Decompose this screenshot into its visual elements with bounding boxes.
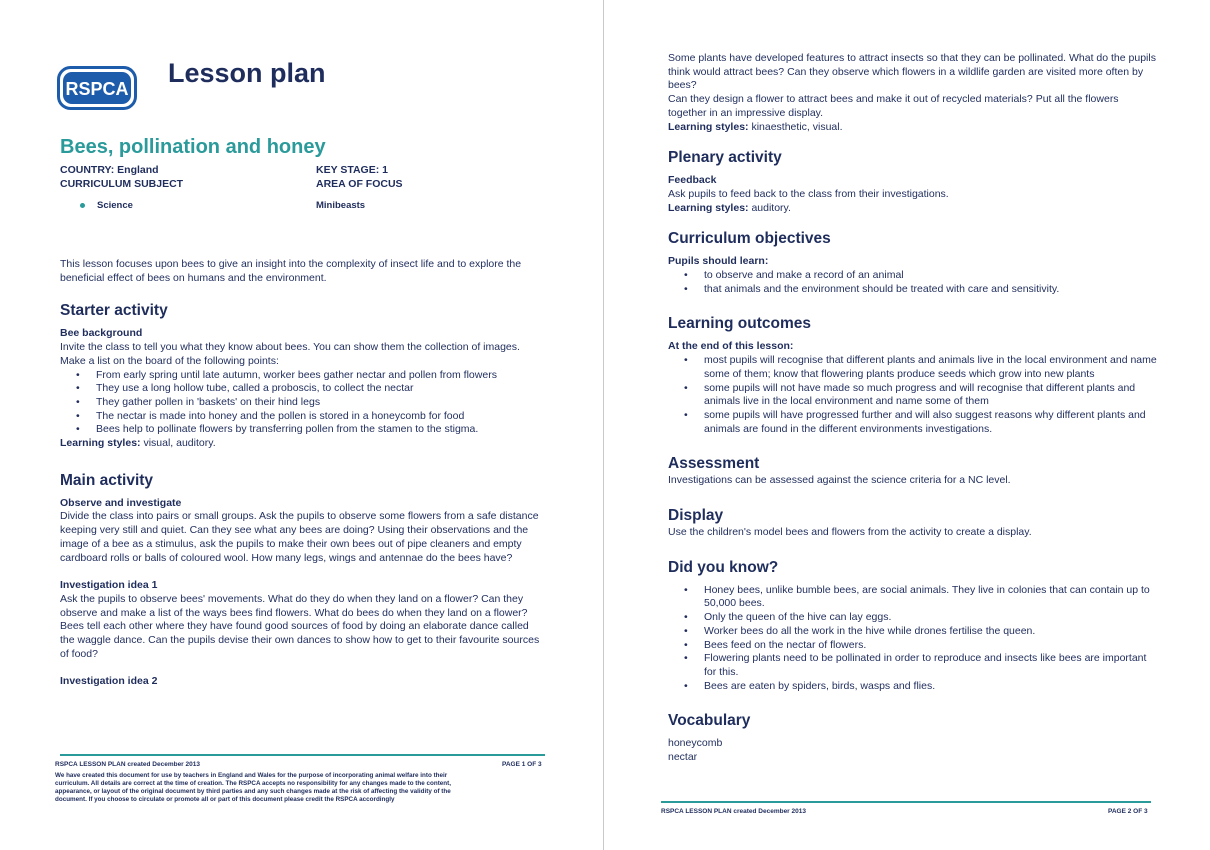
outcomes-list [668,354,1158,436]
list-item: • some pupils will not have made so much progress and will recognise that different plants and animals live in the local environment and name some of them [668,382,1158,409]
lesson-title: Bees, pollination and honey [60,136,326,158]
plenary-text: Ask pupils to feed back to the class from their investigations. [668,187,949,200]
objectives-list [668,269,1158,296]
objectives-heading: Curriculum objectives [668,230,831,248]
footer-rule [661,801,1151,803]
list-item: • Bees are eaten by spiders, birds, wasps and flies. [668,680,1158,694]
learning-styles-label: Learning styles: [668,120,749,133]
assessment-heading: Assessment [668,455,760,473]
did-you-know-list [668,584,1158,694]
did-you-know-heading: Did you know? [668,558,779,576]
main-subheading: Observe and investigate [60,496,182,509]
vocabulary-word: nectar [668,751,698,764]
continued-text-1: Some plants have developed features to attract insects so that they can be pollinated. What do the pupils think would attract bees? Can they observe which flowers in a wildlife garden are visited more often by bees? [668,52,1156,92]
list-item: • Bees help to pollinate flowers by transferring pollen from the stamen to the stigma. [60,423,542,437]
footer-rule [60,754,545,756]
rspca-logo [57,66,137,110]
footer-created: RSPCA LESSON PLAN created December 2013 [661,808,806,815]
objectives-subheading: Pupils should learn: [668,255,769,268]
vocabulary-word: honeycomb [668,737,723,750]
list-item: • From early spring until late autumn, worker bees gather nectar and pollen from flowers [60,369,542,383]
focus-item: Minibeasts [316,200,366,211]
learning-styles-value: kinaesthetic, visual. [748,120,843,133]
plenary-heading: Plenary activity [668,149,782,167]
starter-list [60,369,542,438]
logo-text: RSPCA [65,79,129,99]
footer-page-number: PAGE 2 OF 3 [1108,808,1148,815]
key-stage-label: KEY STAGE: 1 [316,164,388,176]
right-body [668,52,1158,765]
page-2 [604,0,1210,850]
plenary-learning-styles [668,202,1158,216]
intro-text: This lesson focuses upon bees to give an insight into the complexity of insect life and to explore the beneficial effect of bees on humans and the environment. [60,258,522,284]
list-item: • some pupils will have progressed further and will also suggest reasons why different plants and animals are found in the different environments investigations. [668,409,1158,436]
vocabulary-heading: Vocabulary [668,712,751,730]
investigation-2-heading: Investigation idea 2 [60,675,158,688]
list-item: • Only the queen of the hive can lay eggs. [668,611,1158,625]
list-item: • Honey bees, unlike bumble bees, are social animals. They live in colonies that can contain up to 50,000 bees. [668,584,1158,611]
area-of-focus-label: AREA OF FOCUS [316,178,403,190]
outcomes-heading: Learning outcomes [668,315,811,333]
list-item: • most pupils will recognise that different plants and animals live in the local environment and name some of them; know that flowering plants produce seeds which grow into new plants [668,354,1158,381]
list-item: • They use a long hollow tube, called a proboscis, to collect the nectar [60,382,542,396]
display-heading: Display [668,507,724,525]
list-item: • Flowering plants need to be pollinated in order to reproduce and insects like bees are important for this. [668,652,1158,679]
assessment-text: Investigations can be assessed against the science criteria for a NC level. [668,474,1011,487]
document-title: Lesson plan [168,58,326,88]
outcomes-subheading: At the end of this lesson: [668,340,794,353]
list-item: • Bees feed on the nectar of flowers. [668,639,1158,653]
starter-heading: Starter activity [60,302,168,320]
learning-styles-value: auditory. [748,201,791,214]
curriculum-subject-label: CURRICULUM SUBJECT [60,178,184,190]
investigation-1-heading: Investigation idea 1 [60,579,158,592]
left-body [60,258,542,689]
display-text: Use the children's model bees and flowers from the activity to create a display. [668,526,1032,539]
main-text: Divide the class into pairs or small groups. Ask the pupils to observe some flowers from a safe distance keeping very still and quiet. Can they see what any bees are doing? Using their observations and the image of a bee as a stimulus, ask the pupils to make their own bees out of pipe cleaners and empty cardboard rolls or balls of coloured wool. How many legs, wings and antennae do the bees have? [60,510,539,564]
investigation-1-text: Ask the pupils to observe bees' movements. What do they do when they land on a flower? Can they observe and make a list of the ways bees find flowers. What do bees do when they land on a flower? Bees tell each other where they have found good sources of food by doing an elaborate dance called the waggle dance. Can the pupils devise their own dances to show how to get to their favourite sources of food? [60,592,540,660]
list-item: • that animals and the environment should be treated with care and sensitivity. [668,283,1158,297]
learning-styles-value: visual, auditory. [140,437,216,450]
starter-subheading: Bee background [60,327,143,340]
list-item: • They gather pollen in 'baskets' on their hind legs [60,396,542,410]
continued-text-2: Can they design a flower to attract bees and make it out of recycled materials? Put all the flowers together in an impressive display. [668,93,1119,119]
country-label: COUNTRY: England [60,164,159,176]
subject-item [80,199,133,213]
bullet-icon [80,203,85,208]
starter-text-1: Invite the class to tell you what they know about bees. You can show them the collection of images. [60,341,520,354]
footer-disclaimer: We have created this document for use by teachers in England and Wales for the purpose of incorporating animal welfare into their curriculum. All details are correct at the time of creation. The RSPCA accepts no responsibility for any changes made to the content, appearance, or layout of the original document by third parties and any such changes made at the risk of affecting the validity of the document. If you choose to circulate or promote all or part of this document please credit the RSPCA accordingly [55,772,451,804]
footer-created: RSPCA LESSON PLAN created December 2013 [55,761,200,768]
learning-styles-label: Learning styles: [668,201,749,214]
main-heading: Main activity [60,471,154,489]
continued-learning-styles [668,121,1158,135]
starter-learning-styles [60,437,542,451]
footer-page-number: PAGE 1 OF 3 [502,761,542,768]
list-item: • to observe and make a record of an animal [668,269,1158,283]
list-item: • The nectar is made into honey and the pollen is stored in a honeycomb for food [60,410,542,424]
page-1 [0,0,604,850]
starter-text-2: Make a list on the board of the following points: [60,354,279,367]
list-item: • Worker bees do all the work in the hive while drones fertilise the queen. [668,625,1158,639]
learning-styles-label: Learning styles: [60,437,141,450]
subject-item-text: Science [97,200,133,211]
plenary-subheading: Feedback [668,174,717,187]
